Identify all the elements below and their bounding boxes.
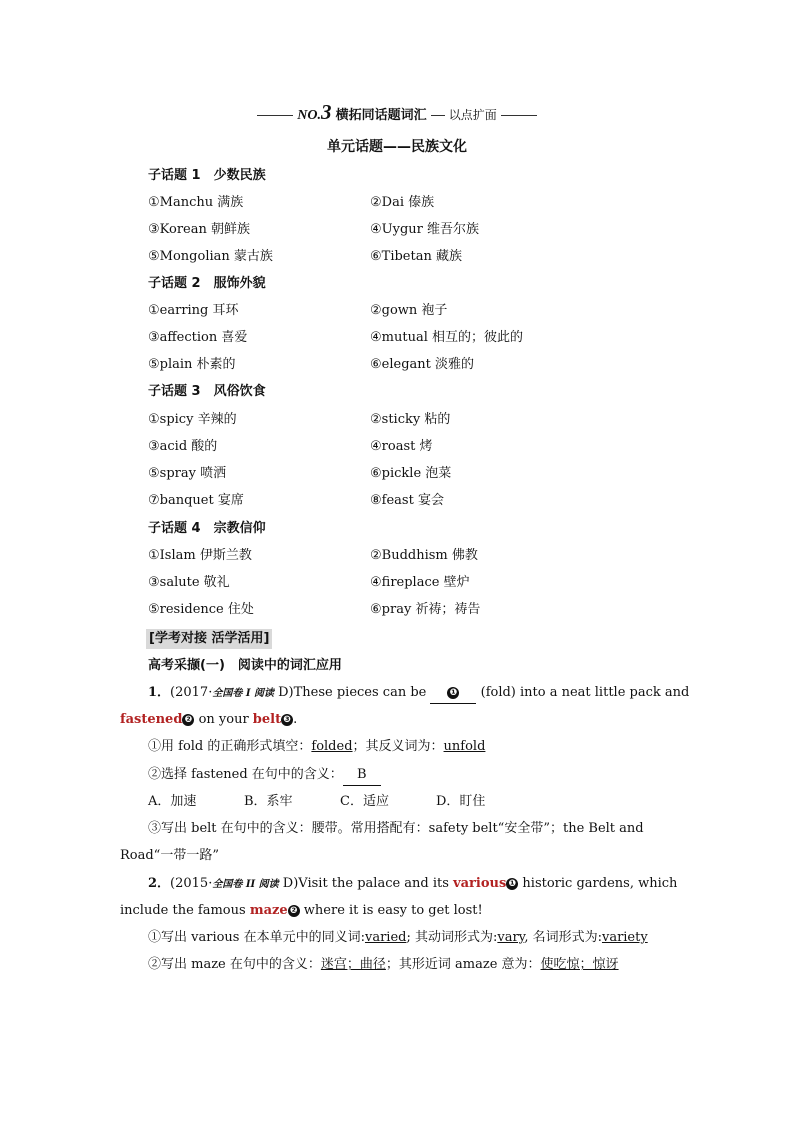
vocab-item: ①spicy 辛辣的 bbox=[148, 412, 237, 427]
option-a: A．加速 bbox=[148, 794, 197, 809]
vocab-item: ⑥elegant 淡雅的 bbox=[370, 357, 475, 372]
marker-1-icon: ❶ bbox=[447, 687, 459, 699]
question-2-sub-2: ②写出 maze 在句中的含义：迷宫；曲径；其形近词 amaze 意为：使吃惊；惊讶 bbox=[148, 957, 619, 972]
answer-text: variety bbox=[601, 930, 648, 945]
vocab-item: ⑥pickle 泡菜 bbox=[370, 466, 452, 481]
vocab-item: ⑦banquet 宴席 bbox=[148, 493, 244, 508]
section-header bbox=[0, 102, 794, 126]
answer-text: varied bbox=[364, 930, 407, 945]
keyword-fastened: fastened bbox=[120, 712, 183, 727]
vocab-item: ④Uygur 维吾尔族 bbox=[370, 222, 479, 237]
question-1-sub-1: ①用 fold 的正确形式填空：folded；其反义词为：unfold bbox=[148, 739, 486, 754]
header-subtitle: 以点扩面 bbox=[448, 108, 497, 122]
vocab-item: ⑤residence 住处 bbox=[148, 602, 254, 617]
question-1-sub-3-cont: Road“一带一路” bbox=[120, 848, 219, 863]
keyword-belt: belt bbox=[252, 712, 282, 727]
question-1-line-2: fastened ❷ on your belt ❸ . bbox=[120, 712, 298, 727]
topic-2-title: 子话题 2 服饰外貌 bbox=[148, 276, 266, 291]
unit-title: 单元话题——民族文化 bbox=[327, 139, 467, 155]
topic-3-title: 子话题 3 风俗饮食 bbox=[148, 384, 266, 399]
vocab-item: ④roast 烤 bbox=[370, 439, 433, 454]
vocab-item: ③acid 酸的 bbox=[148, 439, 218, 454]
answer-text: folded bbox=[311, 739, 353, 754]
question-1-line-1: 1．(2017·全国卷 Ⅰ 阅读 D)These pieces can be ❶ (fold) into a neat little pack and bbox=[148, 683, 689, 704]
answer-blank bbox=[430, 683, 476, 704]
answer-text: 使吃惊；惊讶 bbox=[540, 957, 619, 972]
question-1-options bbox=[148, 792, 485, 812]
vocab-item: ⑥pray 祈祷；祷告 bbox=[370, 602, 481, 617]
question-1-sub-2: ②选择 fastened 在句中的含义： B bbox=[148, 765, 381, 786]
question-2-sub-1: ①写出 various 在本单元中的同义词:varied; 其动词形式为:vary, 名词形式为:variety bbox=[148, 930, 648, 945]
keyword-maze: maze bbox=[249, 903, 288, 918]
marker-1-icon: ❶ bbox=[506, 878, 518, 890]
vocab-item: ③Korean 朝鲜族 bbox=[148, 222, 251, 237]
header-title: 横拓同话题词汇 bbox=[335, 108, 427, 123]
option-c: C．适应 bbox=[340, 794, 389, 809]
header-rule-left bbox=[257, 115, 293, 116]
answer-text: 迷宫；曲径 bbox=[320, 957, 386, 972]
subsection-title: 高考采撷(一) 阅读中的词汇应用 bbox=[148, 658, 342, 673]
answer-text: vary bbox=[497, 930, 525, 945]
vocab-item: ①earring 耳环 bbox=[148, 303, 239, 318]
vocab-item: ⑤Mongolian 蒙古族 bbox=[148, 249, 273, 264]
answer-text: B bbox=[343, 765, 381, 786]
answer-text: unfold bbox=[443, 739, 486, 754]
vocab-item: ⑤spray 喷洒 bbox=[148, 466, 227, 481]
vocab-item: ⑤plain 朴素的 bbox=[148, 357, 236, 372]
vocab-item: ④fireplace 壁炉 bbox=[370, 575, 470, 590]
topic-1-title: 子话题 1 少数民族 bbox=[148, 168, 266, 183]
vocab-item: ②Buddhism 佛教 bbox=[370, 548, 478, 563]
marker-2-icon: ❷ bbox=[288, 905, 300, 917]
question-source: 全国卷 Ⅰ 阅读 bbox=[212, 688, 274, 699]
question-2-line-2: include the famous maze ❷ where it is easy to get lost! bbox=[120, 903, 483, 918]
keyword-various: various bbox=[453, 876, 507, 891]
vocab-item: ②sticky 粘的 bbox=[370, 412, 451, 427]
vocab-item: ③affection 喜爱 bbox=[148, 330, 248, 345]
vocab-item: ②Dai 傣族 bbox=[370, 195, 435, 210]
vocab-item: ⑥Tibetan 藏族 bbox=[370, 249, 462, 264]
marker-3-icon: ❸ bbox=[281, 714, 293, 726]
section-tag: [学考对接 活学活用] bbox=[146, 629, 272, 649]
header-rule-right bbox=[501, 115, 537, 116]
vocab-item: ①Manchu 满族 bbox=[148, 195, 244, 210]
question-1-sub-3: ③写出 belt 在句中的含义：腰带。常用搭配有：safety belt“安全带”；the Belt and bbox=[148, 821, 644, 836]
header-rule-mid bbox=[431, 115, 445, 116]
header-number: NO.3 bbox=[297, 100, 332, 124]
question-source: 全国卷 II 阅读 bbox=[212, 879, 279, 890]
vocab-item: ④mutual 相互的；彼此的 bbox=[370, 330, 523, 345]
option-b: B．系牢 bbox=[244, 794, 293, 809]
vocab-item: ⑧feast 宴会 bbox=[370, 493, 444, 508]
option-d: D．盯住 bbox=[436, 794, 486, 809]
vocab-item: ②gown 袍子 bbox=[370, 303, 448, 318]
question-2-line-1: 2．(2015·全国卷 II 阅读 D)Visit the palace and its various ❶ historic gardens, which bbox=[148, 876, 678, 891]
topic-4-title: 子话题 4 宗教信仰 bbox=[148, 521, 266, 536]
vocab-item: ①Islam 伊斯兰教 bbox=[148, 548, 252, 563]
vocab-item: ③salute 敬礼 bbox=[148, 575, 230, 590]
marker-2-icon: ❷ bbox=[182, 714, 194, 726]
